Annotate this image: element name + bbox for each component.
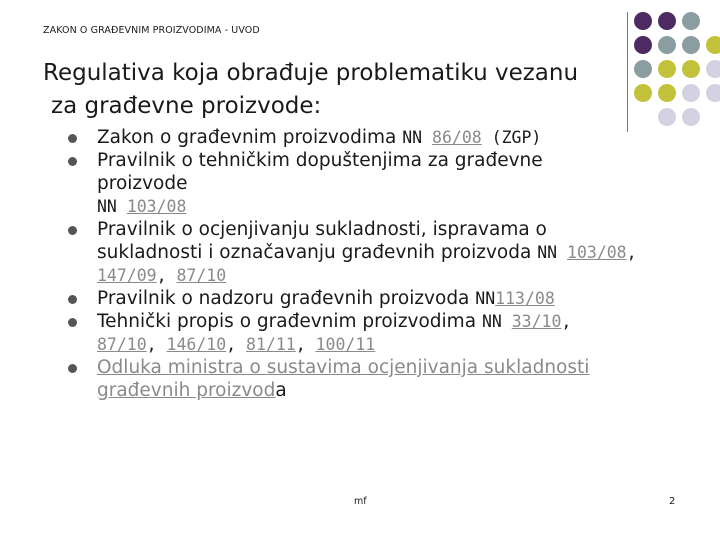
gazette-link[interactable]: 87/10	[176, 266, 227, 285]
item-text: Tehnički propis o građevnim proizvodima	[97, 311, 482, 332]
item-suffix: (ZGP)	[481, 128, 542, 147]
title-line-1: Regulativa koja obrađuje problematiku vezanu	[43, 60, 579, 86]
bullet-icon	[68, 157, 77, 166]
deco-dot	[658, 84, 676, 102]
deco-dot	[682, 36, 700, 54]
deco-dot	[634, 36, 652, 54]
gazette-link[interactable]: 103/08	[126, 197, 187, 216]
deco-dot	[682, 60, 700, 78]
bullet-icon	[68, 226, 77, 235]
gazette-link[interactable]: 103/08	[567, 243, 627, 262]
gazette-link[interactable]: 87/10	[97, 335, 147, 354]
item-text: Pravilnik o nadzoru građevnih proizvoda	[97, 288, 476, 309]
list-item	[66, 149, 638, 218]
link-separator: ,	[146, 335, 167, 354]
item-text: Pravilnik o ocjenjivanju sukladnosti, ispravama o sukladnosti i označavanju građevnih proizvoda	[97, 219, 547, 263]
deco-dot	[706, 36, 720, 54]
link-separator: ,	[226, 335, 247, 354]
page-number: 2	[669, 496, 676, 507]
item-ref-prefix: NN	[402, 128, 433, 147]
item-text: Pravilnik o tehničkim dopuštenjima za građevne proizvode	[97, 150, 543, 194]
list-item	[66, 126, 638, 149]
gazette-link[interactable]: 33/10	[511, 312, 562, 331]
footer-author: mf	[354, 496, 367, 507]
link-separator: ,	[156, 266, 177, 285]
gazette-link[interactable]: 86/08	[432, 128, 482, 147]
gazette-link[interactable]: 113/08	[495, 289, 555, 308]
deco-dot	[634, 60, 652, 78]
deco-dot	[658, 60, 676, 78]
bullet-icon	[68, 364, 77, 373]
bullet-icon	[68, 134, 77, 143]
link-separator: ,	[626, 243, 637, 262]
item-text: Zakon o građevnim proizvodima	[97, 127, 403, 148]
item-ref-prefix: NN	[97, 197, 127, 216]
link-separator: ,	[295, 335, 316, 354]
item-tail: a	[275, 380, 287, 401]
list-item	[66, 310, 638, 356]
gazette-link[interactable]: 81/11	[246, 335, 296, 354]
item-ref-prefix: NN	[475, 289, 496, 308]
deco-dot	[706, 84, 720, 102]
regulation-list	[66, 126, 638, 402]
link-separator: ,	[561, 312, 572, 331]
deco-dot	[682, 84, 700, 102]
bullet-icon	[68, 295, 77, 304]
deco-dot	[682, 12, 700, 30]
item-ref-prefix: NN	[537, 243, 568, 262]
gazette-link[interactable]: 147/09	[97, 266, 157, 285]
slide-header: ZAKON O GRAĐEVNIM PROIZVODIMA - UVOD	[43, 25, 260, 36]
deco-dot	[634, 12, 652, 30]
deco-dot	[658, 108, 676, 126]
item-ref-prefix: NN	[481, 312, 512, 331]
decision-link[interactable]: Odluka ministra o sustavima ocjenjivanja sukladnosti građevnih proizvod	[97, 357, 590, 401]
list-item	[66, 356, 638, 402]
list-item	[66, 287, 638, 310]
slide-title	[43, 57, 623, 123]
deco-dot	[634, 84, 652, 102]
deco-dot	[682, 108, 700, 126]
decorative-vertical-line	[627, 12, 628, 132]
deco-dot	[658, 36, 676, 54]
gazette-link[interactable]: 100/11	[315, 335, 376, 354]
bullet-icon	[68, 318, 77, 327]
deco-dot	[706, 60, 720, 78]
list-item	[66, 218, 638, 287]
gazette-link[interactable]: 146/10	[166, 335, 227, 354]
title-line-2: za građevne proizvode:	[51, 93, 322, 119]
deco-dot	[658, 12, 676, 30]
